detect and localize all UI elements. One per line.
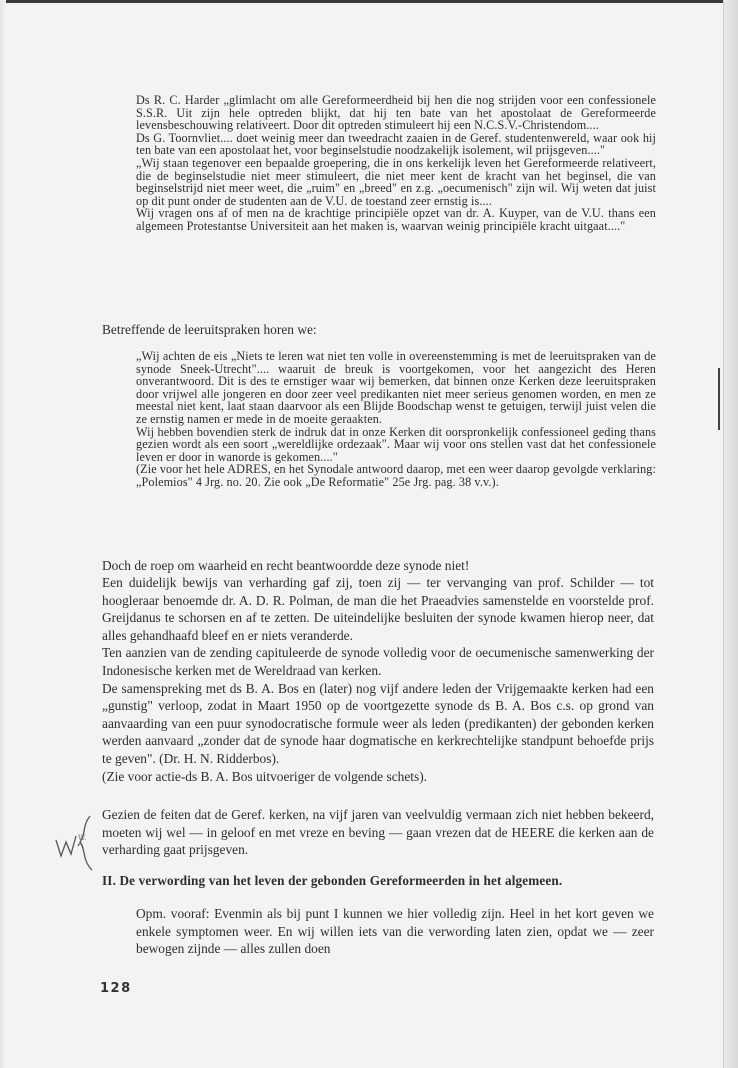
section-heading: II. De verwording van het leven der gebonden Gereformeerden in het algemeen. (102, 873, 563, 888)
page-number: 128 (100, 981, 132, 996)
body-paragraph-gezien: Gezien de feiten dat de Geref. kerken, na vijf jaren van veelvuldig vermaan zich niet hebben bekeerd, moeten wij wel — in geloof en met vreze en beving — gaan vrezen dat de HEERE die kerken aan de verharding gaat prijsgeven. (102, 807, 654, 858)
quote-1-paragraph-4: Wij vragen ons af of men na de krachtige principiële opzet van dr. A. Kuyper, van de V.U. thans een algemeen Protestantse Universiteit aan het maken is, waarvan weinig principiële kracht uitgaat...." (136, 206, 656, 233)
page-top-border (0, 0, 738, 3)
body-paragraph-3: De samenspreking met ds B. A. Bos en (later) nog vijf andere leden der Vrijgemaakte kerken had een „gunstig" verloop, zodat in Maart 1950 op de voortgezette synode ds B. A. Bos c.s. op grond van aanvaarding van een puur synodocratische formule weer als leden (predikanten) der gebonden kerken werden aanvaard „zonder dat de synode haar dogmatische en kerkrechtelijke standpunt behoefde prijs te geven". (Dr. H. N. Ridderbos). (102, 680, 654, 766)
quote-block-1 (136, 94, 656, 233)
body-paragraph-2: Ten aanzien van de zending capituleerde de synode volledig voor de oecumenische samenwerking der Indonesische kerken met de Wereldraad van kerken. (102, 645, 654, 678)
quote-2-paragraph-2: Wij hebben bovendien sterk de indruk dat in onze Kerken dit oorspronkelijk confessioneel geding thans gezien wordt als een soort „wereldlijke ordezaak". Maar wij voor ons stellen vast dat het confessionele leven er door in wanorde is gekomen...." (136, 424, 656, 464)
body-paragraph-4: (Zie voor actie-ds B. A. Bos uitvoeriger de volgende schets). (102, 768, 428, 784)
body-paragraph-doch: Doch de roep om waarheid en recht beantwoordde deze synode niet! (102, 558, 470, 573)
quote-2-paragraph-3: (Zie voor het hele ADRES, en het Synodale antwoord daarop, met een weer daarop gevolgde verklaring: „Polemios" 4 Jrg. no. 20. Zie ook „De Reformatie" 25e Jrg. pag. 38 v.v.). (136, 462, 656, 489)
body-block (102, 574, 654, 785)
page-left-edge (0, 0, 6, 1068)
quote-1-paragraph-2: Ds G. Toornvliet.... doet weinig meer dan tweedracht zaaien in de Geref. studentenwereld, waar ook hij ten bate van een apostolaat het, voor beginselstudie noodzakelijk isolement, wil prijsgeven...." (136, 130, 656, 158)
page-right-edge (723, 0, 738, 1068)
quote-block-2 (136, 350, 656, 489)
handwritten-margin-note (52, 812, 108, 872)
body-paragraph-1: Een duidelijk bewijs van verharding gaf zij, toen zij — ter vervanging van prof. Schilder — tot hoogleraar benoemde dr. A. D. R. Polman, de man die het Praeadvies samenstelde en voorstelde prof. Greijdanus te schorsen en af te zetten. De uiteindelijke besluiten der synode kwamen hierop neer, dat alles gehandhaafd bleef en er niets veranderde. (102, 575, 654, 643)
margin-mark (718, 368, 720, 430)
quote-2-paragraph-1: „Wij achten de eis „Niets te leren wat niet ten volle in overeenstemming is met de leeruitspraken van de synode Sneek-Utrecht".... waaruit de breuk is voortgekomen, voor het aangezicht des Heren onverantwoord. Dit is des te ernstiger waar wij bemerken, dat binnen onze Kerken deze leeruitspraken door vrijwel alle jongeren en door zeer veel predikanten niet meer serieus genomen worden, en men ze meestal niet kent, laat staan daarvoor als een Blijde Boodschap wenst te getuigen, terwijl juist velen die ze ernstig namen er mede in de moeite geraakten. (136, 349, 656, 426)
handwritten-note-text: W. (78, 834, 87, 842)
quote-1-paragraph-3: „Wij staan tegenover een bepaalde groepering, die in ons kerkelijk leven het Gereformeerde relativeert, die de beginselstudie niet meer stimuleert, die niet meer kent de kracht van het beginsel, die van beginselstrijd niet meer weet, die „ruim" en „breed" en z.g. „oecumenisch" zijn wil. Wij weten dat juist op dit punt onder de studenten aan de V.U. de toestand zeer ernstig is.... (136, 155, 656, 208)
quote-1-paragraph-1: Ds R. C. Harder „glimlacht om alle Gereformeerdheid bij hen die nog strijden voor een confessionele S.S.R. Uit zijn hele optreden blijkt, dat hij ten bate van het apostolaat de Gereformeerde levensbeschouwing relativeert. Door dit optreden stimuleert hij een N.C.S.V.-Christendom.... (136, 93, 656, 133)
intro-line: Betreffende de leeruitspraken horen we: (102, 322, 317, 337)
section-opm-paragraph: Opm. vooraf: Evenmin als bij punt I kunnen we hier volledig zijn. Heel in het kort geven we enkele symptomen weer. En wij willen iets van die verwording laten zien, opdat we — zeer bewogen zijnde — alles zullen doen (136, 906, 654, 957)
